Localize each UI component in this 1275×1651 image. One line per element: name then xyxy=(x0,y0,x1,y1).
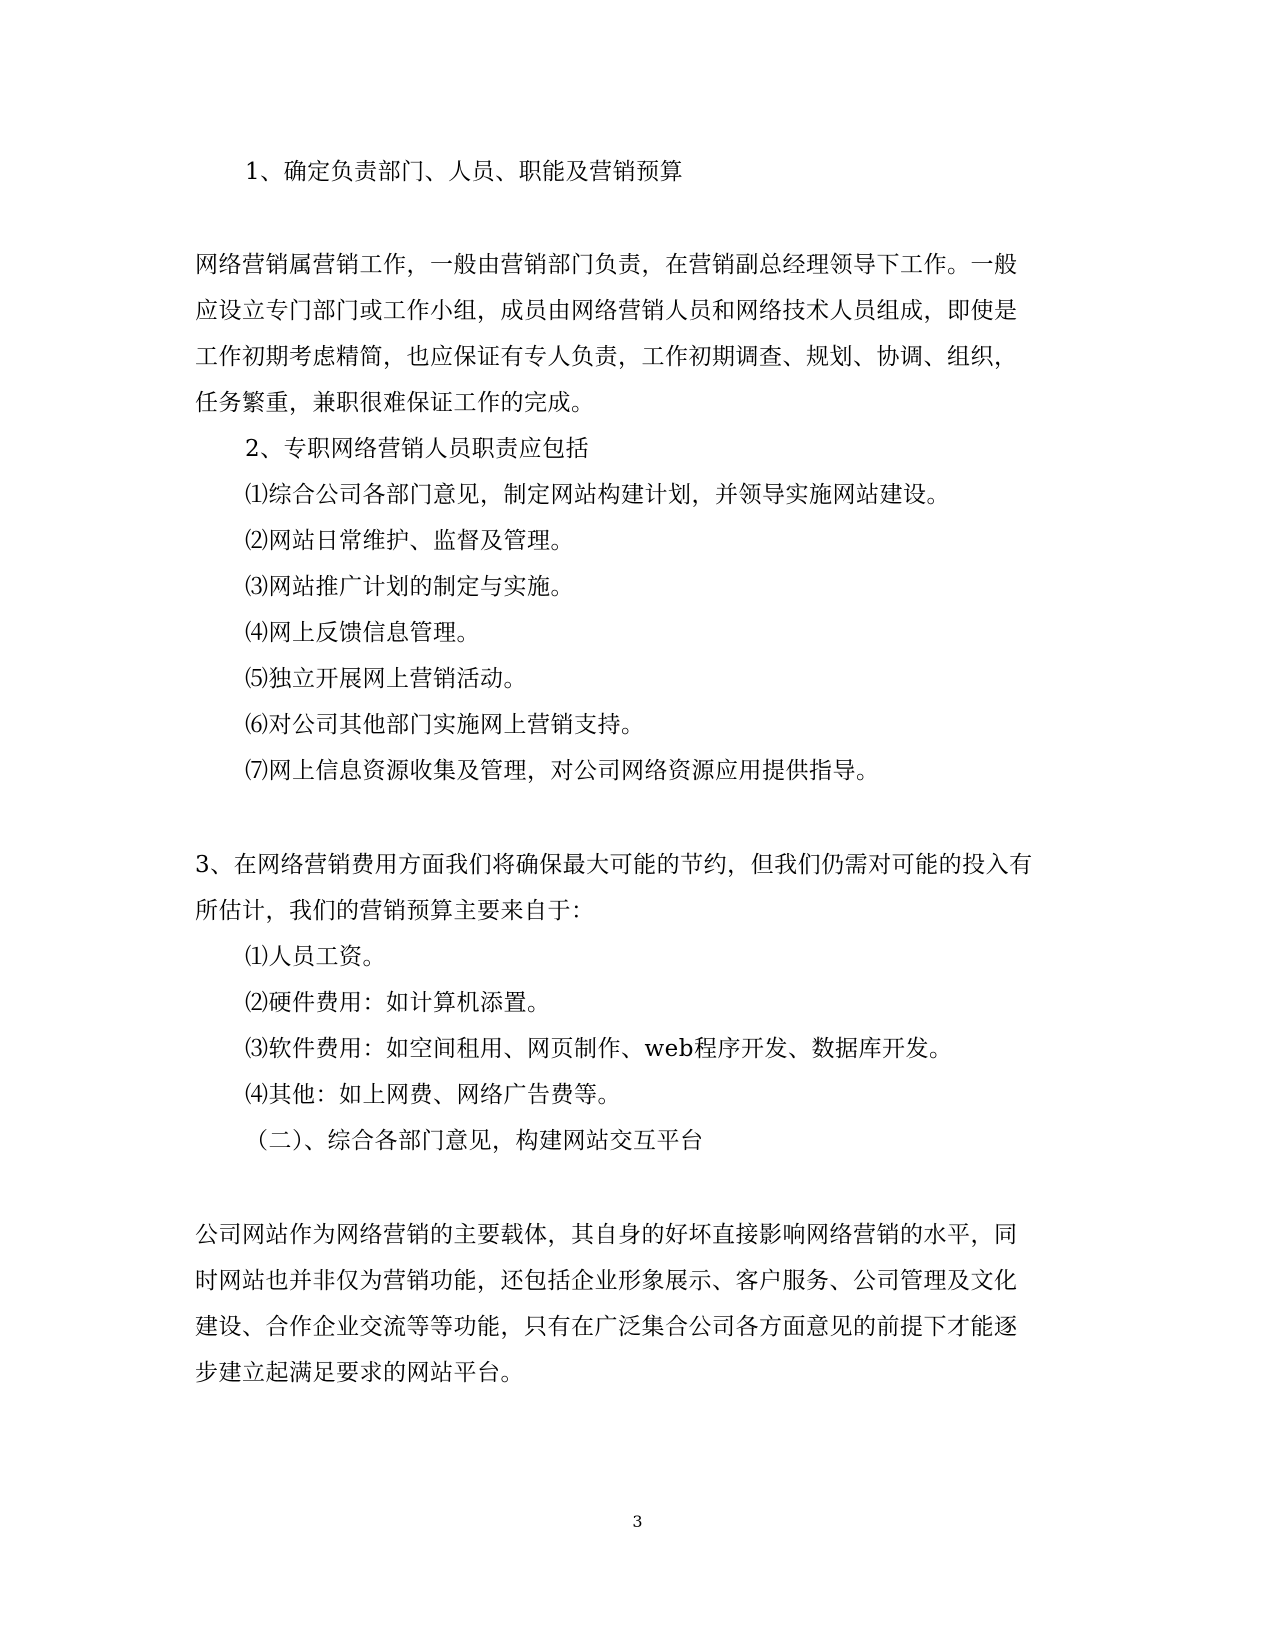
list-item: ⑺网上信息资源收集及管理，对公司网络资源应用提供指导。 xyxy=(245,758,880,784)
paragraph-line: 公司网站作为网络营销的主要载体，其自身的好坏直接影响网络营销的水平，同 xyxy=(195,1222,1018,1248)
section-heading-1: 1、确定负责部门、人员、职能及营销预算 xyxy=(245,159,684,185)
paragraph-line: 应设立专门部门或工作小组，成员由网络营销人员和网络技术人员组成，即使是 xyxy=(195,298,1018,324)
list-item: ⑸独立开展网上营销活动。 xyxy=(245,666,527,692)
list-item: ⑴综合公司各部门意见，制定网站构建计划，并领导实施网站建设。 xyxy=(245,482,950,508)
paragraph-line: 时网站也并非仅为营销功能，还包括企业形象展示、客户服务、公司管理及文化 xyxy=(195,1268,1018,1294)
paragraph-line: 3、在网络营销费用方面我们将确保最大可能的节约，但我们仍需对可能的投入有 xyxy=(195,852,1033,878)
paragraph-line: 任务繁重，兼职很难保证工作的完成。 xyxy=(195,390,595,416)
section-heading-4: （二）、综合各部门意见，构建网站交互平台 xyxy=(245,1128,704,1154)
page-number: 3 xyxy=(632,1512,643,1531)
paragraph-line: 网络营销属营销工作，一般由营销部门负责，在营销副总经理领导下工作。一般 xyxy=(195,252,1018,278)
list-item: ⑷其他：如上网费、网络广告费等。 xyxy=(245,1082,621,1108)
list-item: ⑵硬件费用：如计算机添置。 xyxy=(245,990,551,1016)
list-item: ⑴人员工资。 xyxy=(245,944,386,970)
paragraph-line: 工作初期考虑精简，也应保证有专人负责，工作初期调查、规划、协调、组织， xyxy=(195,344,1018,370)
paragraph-line: 所估计，我们的营销预算主要来自于： xyxy=(195,898,595,924)
list-item: ⑹对公司其他部门实施网上营销支持。 xyxy=(245,712,645,738)
paragraph-line: 建设、合作企业交流等等功能，只有在广泛集合公司各方面意见的前提下才能逐 xyxy=(195,1314,1018,1340)
paragraph-line: 步建立起满足要求的网站平台。 xyxy=(195,1360,524,1386)
list-item: ⑶网站推广计划的制定与实施。 xyxy=(245,574,574,600)
list-item: ⑶软件费用：如空间租用、网页制作、web程序开发、数据库开发。 xyxy=(245,1036,953,1062)
section-heading-2: 2、专职网络营销人员职责应包括 xyxy=(245,436,590,462)
list-item: ⑵网站日常维护、监督及管理。 xyxy=(245,528,574,554)
list-item: ⑷网上反馈信息管理。 xyxy=(245,620,480,646)
